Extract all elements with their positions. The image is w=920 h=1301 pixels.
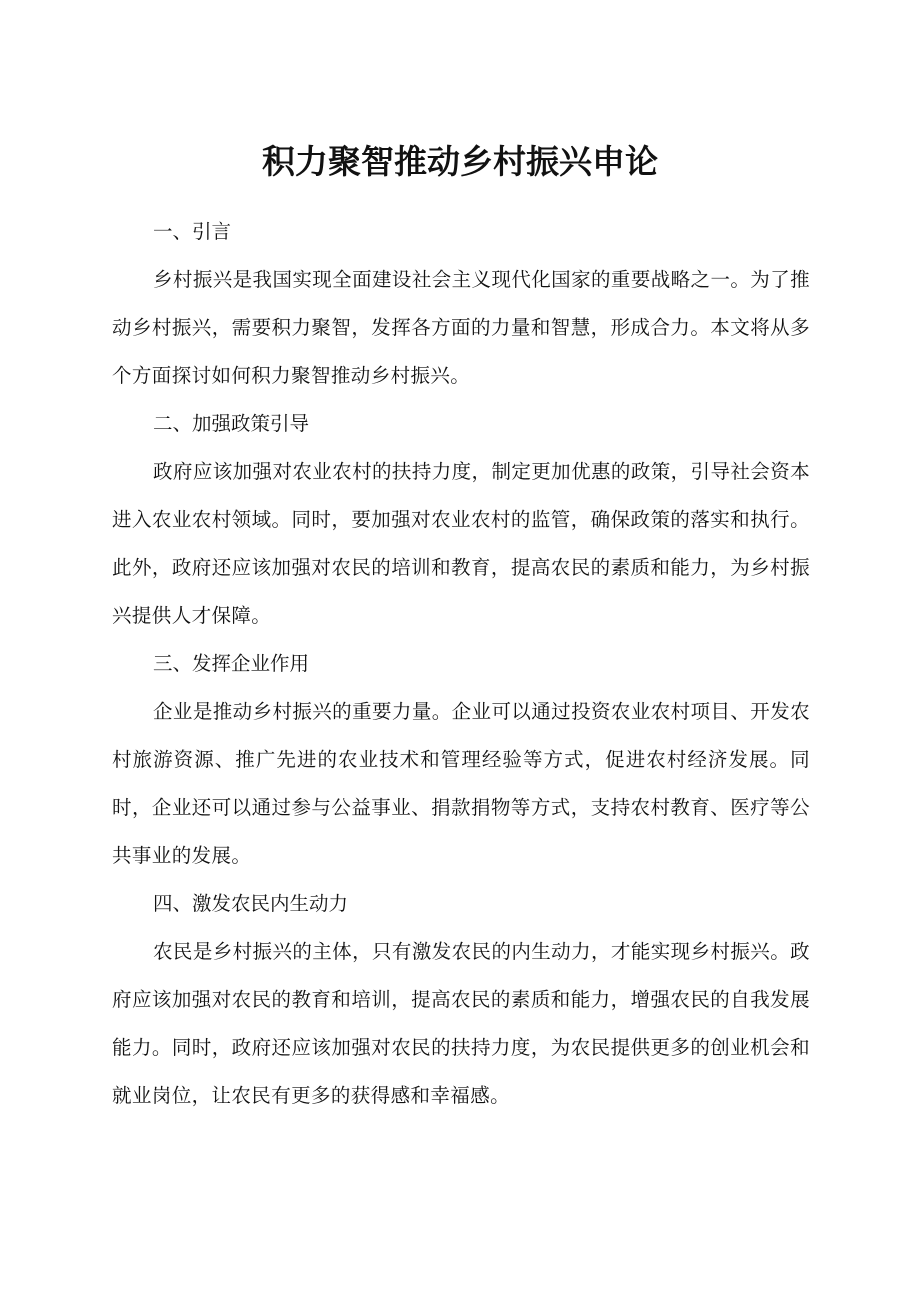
section-heading-enterprise-role: 三、发挥企业作用 <box>153 652 310 675</box>
section-heading-farmer-motivation: 四、激发农民内生动力 <box>153 892 349 915</box>
section-paragraph-enterprise-role: 企业是推动乡村振兴的重要力量。企业可以通过投资农业农村项目、开发农村旅游资源、推广先进的农业技术和管理经验等方式，促进农村经济发展。同时，企业还可以通过参与公益事业、捐款捐物等方式，支持农村教育、医疗等公共事业的发展。 <box>112 700 810 867</box>
section-paragraph-introduction: 乡村振兴是我国实现全面建设社会主义现代化国家的重要战略之一。为了推动乡村振兴，需要积力聚智，发挥各方面的力量和智慧，形成合力。本文将从多个方面探讨如何积力聚智推动乡村振兴。 <box>112 268 810 387</box>
section-heading-introduction: 一、引言 <box>153 220 232 243</box>
section-heading-policy-guidance: 二、加强政策引导 <box>153 412 310 435</box>
section-paragraph-policy-guidance: 政府应该加强对农业农村的扶持力度，制定更加优惠的政策，引导社会资本进入农业农村领域。同时，要加强对农业农村的监管，确保政策的落实和执行。此外，政府还应该加强对农民的培训和教育，提高农民的素质和能力，为乡村振兴提供人才保障。 <box>112 460 810 627</box>
section-paragraph-farmer-motivation: 农民是乡村振兴的主体，只有激发农民的内生动力，才能实现乡村振兴。政府应该加强对农民的教育和培训，提高农民的素质和能力，增强农民的自我发展能力。同时，政府还应该加强对农民的扶持力度，为农民提供更多的创业机会和就业岗位，让农民有更多的获得感和幸福感。 <box>112 940 810 1107</box>
document-body <box>112 208 810 1120</box>
document-title: 积力聚智推动乡村振兴申论 <box>262 142 658 182</box>
